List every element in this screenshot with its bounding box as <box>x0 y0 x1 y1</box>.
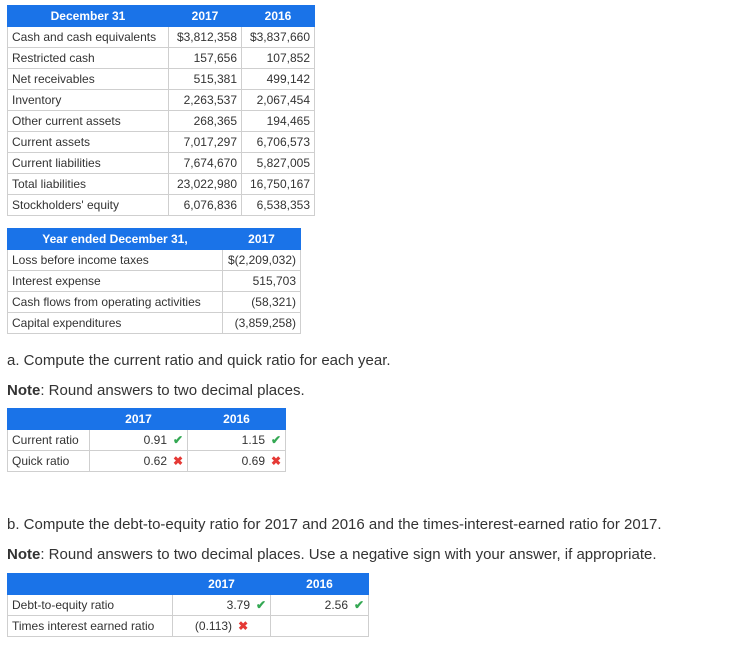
table-row <box>8 430 286 451</box>
check-icon: ✔ <box>256 598 267 612</box>
answer-cell-2017[interactable] <box>90 430 188 451</box>
value-2016: 5,827,005 <box>242 153 315 174</box>
check-icon: ✔ <box>173 433 184 447</box>
value-2017: 2,263,537 <box>169 90 242 111</box>
part-a-note-text: : Round answers to two decimal places. <box>40 382 305 399</box>
value-2016: 16,750,167 <box>242 174 315 195</box>
table-row <box>8 27 315 48</box>
value-2016: 6,538,353 <box>242 195 315 216</box>
row-label: Current assets <box>8 132 169 153</box>
value-2016: 107,852 <box>242 48 315 69</box>
value-2017: 157,656 <box>169 48 242 69</box>
part-a-note <box>7 382 305 399</box>
value-2016: 499,142 <box>242 69 315 90</box>
table-row <box>8 132 315 153</box>
answer-value[interactable]: 0.69 <box>241 454 265 468</box>
value-2017: 7,017,297 <box>169 132 242 153</box>
part-b-header-row <box>8 574 369 595</box>
part-b-answer-table <box>7 573 369 637</box>
value-2017: 23,022,980 <box>169 174 242 195</box>
table-row <box>8 292 301 313</box>
part-a-question: a. Compute the current ratio and quick ratio for each year. <box>7 352 391 369</box>
table-row <box>8 90 315 111</box>
check-icon: ✔ <box>271 433 282 447</box>
row-label: Inventory <box>8 90 169 111</box>
cross-icon: ✖ <box>271 454 282 468</box>
table-row <box>8 271 301 292</box>
answer-value[interactable]: 2.56 <box>324 598 348 612</box>
table-row <box>8 153 315 174</box>
table-row <box>8 111 315 132</box>
table-row <box>8 250 301 271</box>
part-b-note-label: Note <box>7 546 41 563</box>
income-header-2017: 2017 <box>223 229 301 250</box>
answer-cell-2017[interactable] <box>173 595 271 616</box>
table-row <box>8 195 315 216</box>
value-2016: 2,067,454 <box>242 90 315 111</box>
row-label: Stockholders' equity <box>8 195 169 216</box>
answer-value[interactable]: 1.15 <box>241 433 265 447</box>
value-2017: (3,859,258) <box>223 313 301 334</box>
row-label: Cash and cash equivalents <box>8 27 169 48</box>
answer-value[interactable]: (0.113) <box>194 619 233 633</box>
part-b-note <box>7 546 657 563</box>
row-label: Debt-to-equity ratio <box>8 595 173 616</box>
value-2017: 7,674,670 <box>169 153 242 174</box>
part-b-question: b. Compute the debt-to-equity ratio for 2017 and 2016 and the times-interest-earned ratio for 2017. <box>7 516 662 533</box>
row-label: Capital expenditures <box>8 313 223 334</box>
row-label: Times interest earned ratio <box>8 616 173 637</box>
row-label: Current ratio <box>8 430 90 451</box>
table-row <box>8 48 315 69</box>
value-2016: $3,837,660 <box>242 27 315 48</box>
part-a-note-label: Note <box>7 382 41 399</box>
table-row <box>8 69 315 90</box>
row-label: Current liabilities <box>8 153 169 174</box>
answer-cell-2016[interactable] <box>188 430 286 451</box>
value-2017: 6,076,836 <box>169 195 242 216</box>
balance-header-2016: 2016 <box>242 6 315 27</box>
value-2016: 6,706,573 <box>242 132 315 153</box>
part-b-header-2017: 2017 <box>173 574 271 595</box>
row-label: Loss before income taxes <box>8 250 223 271</box>
value-2017: 515,703 <box>223 271 301 292</box>
answer-value[interactable]: 0.91 <box>143 433 167 447</box>
table-row <box>8 313 301 334</box>
cross-icon: ✖ <box>238 619 249 633</box>
part-a-header-label <box>8 409 90 430</box>
part-a-header-row <box>8 409 286 430</box>
value-2016: 194,465 <box>242 111 315 132</box>
row-label: Net receivables <box>8 69 169 90</box>
income-statement-table <box>7 228 301 334</box>
row-label: Other current assets <box>8 111 169 132</box>
balance-header-label: December 31 <box>8 6 169 27</box>
income-header-row <box>8 229 301 250</box>
table-row <box>8 451 286 472</box>
part-b-header-label <box>8 574 173 595</box>
row-label: Restricted cash <box>8 48 169 69</box>
empty-cell <box>271 616 369 637</box>
table-row <box>8 174 315 195</box>
table-row <box>8 595 369 616</box>
part-a-header-2017: 2017 <box>90 409 188 430</box>
answer-cell-2017[interactable] <box>173 616 271 637</box>
value-2017: 515,381 <box>169 69 242 90</box>
check-icon: ✔ <box>354 598 365 612</box>
row-label: Interest expense <box>8 271 223 292</box>
income-header-label: Year ended December 31, <box>8 229 223 250</box>
balance-header-row <box>8 6 315 27</box>
part-b-note-text: : Round answers to two decimal places. Use a negative sign with your answer, if appropriate. <box>40 546 657 563</box>
answer-value[interactable]: 3.79 <box>226 598 250 612</box>
answer-value[interactable]: 0.62 <box>143 454 167 468</box>
part-a-header-2016: 2016 <box>188 409 286 430</box>
value-2017: $(2,209,032) <box>223 250 301 271</box>
part-b-header-2016: 2016 <box>271 574 369 595</box>
value-2017: (58,321) <box>223 292 301 313</box>
part-a-answer-table <box>7 408 286 472</box>
answer-cell-2017[interactable] <box>90 451 188 472</box>
table-row <box>8 616 369 637</box>
answer-cell-2016[interactable] <box>188 451 286 472</box>
cross-icon: ✖ <box>173 454 184 468</box>
row-label: Cash flows from operating activities <box>8 292 223 313</box>
row-label: Quick ratio <box>8 451 90 472</box>
balance-sheet-table <box>7 5 315 216</box>
balance-header-2017: 2017 <box>169 6 242 27</box>
row-label: Total liabilities <box>8 174 169 195</box>
value-2017: $3,812,358 <box>169 27 242 48</box>
answer-cell-2016[interactable] <box>271 595 369 616</box>
value-2017: 268,365 <box>169 111 242 132</box>
